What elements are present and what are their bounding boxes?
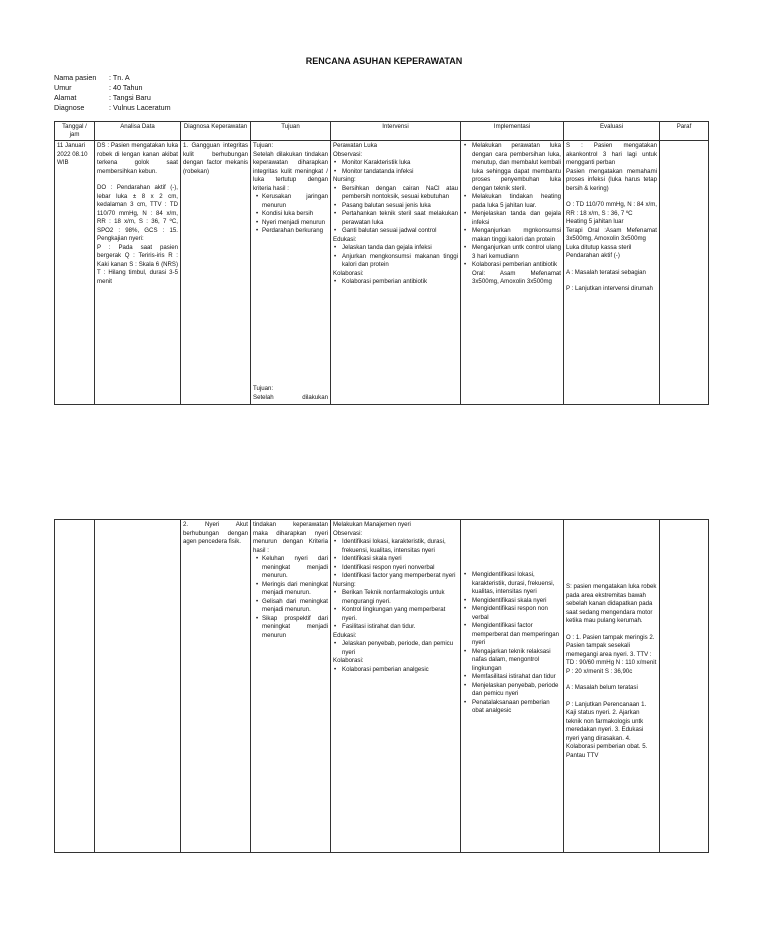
list-item: • Menganjurkan mgnkonsumsi makan tinggi kalori dan protein (472, 227, 561, 244)
list-item: • Menganjurkan untk control ulang 3 hari kemudiann (472, 244, 561, 261)
list-item: • Pertahankan teknik steril saat melakukan perawatan luka (342, 210, 458, 227)
int-kol-label: Kolaborasi: (333, 657, 364, 664)
eval-o: O : 1. Pasien tampak meringis 2. Pasien tampak sesekali memegangi area nyeri. 3. TTV : TD : 90/60 mmHg N : 110 x/menit P : 20 x/menit S : 36,90c (566, 633, 657, 675)
int-nursing-label: Nursing: (333, 176, 356, 183)
cell-paraf (660, 141, 709, 405)
eval-s: S: pasien mengatakan luka robek pada area ekstremitas bawah sebelah kanan didapatkan pada saat sedang mengendara motor ketika mau pulang kerumah. (566, 583, 657, 624)
tujuan2-text: Setelah dilakukan (253, 393, 328, 401)
eval-p: P : Lanjutkan intervensi dirumah (566, 285, 653, 292)
int-nursing-label: Nursing: (333, 580, 356, 588)
eval-o2: Heating 5 jahitan luar (566, 218, 624, 225)
cell-diagnosa (181, 520, 251, 853)
tujuan-text: tindakan keperawatan maka diharapkan nyeri menurun dengan Kriteria hasil : (253, 521, 328, 554)
eval-p: P : Lanjutkan Perencanaan 1. Kaji status nyeri. 2. Ajarkan teknik non farmakologis untk meredakan nyeri. 3. Edukasi nyeri yang dirasakan. 4. Kolaborasi pemberian obat. 5. Pantau TTV (566, 700, 648, 759)
cell-tanggal (55, 520, 95, 853)
list-item: • Mengidentifikasi factor memperberat dan memperingan nyeri (472, 622, 561, 648)
cell-analisa (95, 141, 181, 405)
list-item: • Identifikasi respon nyeri nonverbal (342, 564, 458, 573)
value: : Tn. A (109, 73, 130, 82)
cell-intervensi (331, 520, 461, 853)
list-item: • Kolaborasi pemberian analgesic (342, 666, 458, 675)
int-edu-label: Edukasi: (333, 631, 357, 639)
care-plan-table-1 (54, 121, 709, 405)
list-item: • Kolaborasi pemberian antibiotik (472, 261, 561, 270)
eval-s2: Pasien mengatakan memahami proses infeksi (luka harus tetap bersih & kering) (566, 167, 657, 192)
patient-age-row (54, 83, 171, 93)
int-obs-label: Observasi: (333, 529, 363, 537)
impl-oral: Oral: Asam Mefenamat 3x500mg, Amoxolin 3x500mg (472, 269, 561, 285)
list-item: • Kolaborasi pemberian antibiotik (342, 278, 458, 287)
eval-o5: Pendarahan aktif (-) (566, 252, 620, 259)
list-item: • Monitor Karakteristik luka (342, 159, 458, 168)
impl-list (463, 571, 561, 716)
eval-s: S : Pasien mengatakan akankontrol 3 hari lagi untuk mengganti perban (566, 142, 657, 166)
diagnosa-text: 2. Nyeri Akut berhubungan dengan agen pencedera fisik. (183, 521, 248, 545)
header-tujuan: Tujuan (251, 122, 331, 141)
list-item: • Monitor tandatanda infeksi (342, 168, 458, 177)
list-item: • Identifikasi lokasi, karakteristik, durasi, frekuensi, kualitas, intensitas nyeri (342, 538, 458, 555)
list-item: • Anjurkan mengkonsumsi makanan tinggi kalori dan protein (342, 253, 458, 270)
list-item: • Melakukan perawatan luka dengan cara pembersihan luka, menutup, dan membalut kembali luka sehingga dapat membantu proses penyembuhan luka dengan teknik steril. (472, 142, 561, 193)
analisa-p: P : Pada saat pasien bergerak Q : Teriris-iris R : Kaki kanan S : Skala 6 (NRS) T : Hilang timbul, durasi 3-5 menit (97, 243, 178, 285)
list-item: • Kerusakan jaringan menurun (262, 193, 328, 210)
int-kol-list (333, 278, 458, 287)
list-item: • Jelaskan tanda dan gejala infeksi (342, 244, 458, 253)
label: Nama pasien (54, 73, 97, 82)
tanggal-text: 11 Januari 2022 08.10 WIB (57, 142, 88, 166)
list-item: • Menjelaskan tanda dan gejala infeksi (472, 210, 561, 227)
cell-implementasi (461, 520, 564, 853)
header-row (55, 122, 709, 141)
eval-o3: Terapi Oral :Asam Mefenamat 3x500mg, Amoxolin 3x500mg (566, 226, 657, 242)
list-item: • Keluhan nyeri dari meningkat menjadi menurun. (262, 555, 328, 581)
list-item: • Identifikasi factor yang memperberat nyeri (342, 572, 458, 581)
int-title: Perawatan Luka (333, 142, 378, 149)
tujuan2-head: Tujuan: (253, 385, 274, 392)
cell-tujuan (251, 520, 331, 853)
int-edu-label: Edukasi: (333, 235, 357, 243)
cell-paraf (660, 520, 709, 853)
list-item: • Bersihkan dengan cairan NaCl atau pembersih nontoksik, sesuai kebutuhan (342, 185, 458, 202)
list-item: • Ganti balutan sesuai jadwal control (342, 227, 458, 236)
list-item: • Berikan Teknik nonfarmakologis untuk mengurangi nyeri. (342, 589, 458, 606)
int-title: Melakukan Manajemen nyeri (333, 521, 411, 528)
eval-a: A : Masalah teratasi sebagian (566, 268, 646, 276)
cell-diagnosa (181, 141, 251, 405)
list-item: • Sikap prospektif dari meningkat menjadi menurun (262, 615, 328, 641)
table-row (55, 520, 709, 853)
table-row (55, 141, 709, 405)
header-diagnosa: Diagnosa Keperawatan (181, 122, 251, 141)
cell-evaluasi (564, 141, 660, 405)
patient-address-row (54, 93, 171, 103)
care-plan-table-2 (54, 519, 709, 853)
int-obs-label: Observasi: (333, 150, 363, 158)
list-item: • Kondisi luka bersih (262, 210, 328, 219)
tujuan-head: Tujuan: (253, 142, 274, 149)
list-item: • Memfasilitasi istirahat dan tidur (472, 673, 561, 682)
list-item: • Nyeri menjadi menurun (262, 219, 328, 228)
eval-o: O : TD 110/70 mmHg, N : 84 x/m, RR : 18 x/m, S : 36, 7 ºC (566, 201, 657, 217)
label: Alamat (54, 93, 77, 102)
eval-o4: Luka ditutup kassa steril (566, 243, 632, 251)
value: : Tangsi Baru (109, 93, 151, 102)
document-title: RENCANA ASUHAN KEPERAWATAN (305, 56, 463, 66)
int-obs-list (333, 159, 458, 176)
cell-evaluasi (564, 520, 660, 853)
list-item: • Mengidentifikasi skala nyeri (472, 597, 561, 606)
list-item: • Kontrol lingkungan yang memperberat nyeri. (342, 606, 458, 623)
header-paraf: Paraf (660, 122, 709, 141)
cell-intervensi (331, 141, 461, 405)
patient-name-row (54, 73, 171, 83)
list-item: • Mengidentifikasi lokasi, karakteristik, durasi, frekuensi, kualitas, intensitas nyeri (472, 571, 561, 597)
int-edu-list (333, 640, 458, 657)
int-nursing-list (333, 185, 458, 236)
int-kol-label: Kolaborasi: (333, 269, 364, 277)
int-obs-list (333, 538, 458, 581)
cell-analisa (95, 520, 181, 853)
analisa-ds: DS : Pasien mengatakan luka robek di lengan kanan akibat terkena golok saat membersihkan kebun. (97, 142, 178, 175)
list-item: • Identifikasi skala nyeri (342, 555, 458, 564)
cell-tanggal (55, 141, 95, 405)
cell-tujuan (251, 141, 331, 405)
int-edu-list (333, 244, 458, 270)
list-item: • Pasang balutan sesuai jenis luka (342, 202, 458, 211)
list-item: • Penatalaksanaan pemberian obat analgesic (472, 699, 561, 716)
header-evaluasi: Evaluasi (564, 122, 660, 141)
patient-diagnose-row (54, 103, 171, 113)
int-nursing-list (333, 589, 458, 632)
eval-a: A : Masalah belum teratasi (566, 684, 638, 691)
list-item: • Melakukan tindakan heating pada luka 5 jahitan luar. (472, 193, 561, 210)
value: : 40 Tahun (109, 83, 143, 92)
tujuan-text: Setelah dilakukan tindakan keperawatan diharapkan integritas kulit meningkat / luka tertutup dengan kriteria hasil : (253, 150, 328, 192)
header-tanggal: Tanggal / jam (55, 122, 95, 141)
analisa-do: DO : Pendarahan aktif (-), lebar luka ± 8 x 2 cm, kedalaman 3 cm, TTV : TD 110/70 mmHg, N : 84 x/m, RR : 18 x/m, S : 36, 7 ºC, SPO2 : 98%, GCS : 15. Pengkajian nyeri: (97, 184, 178, 242)
tujuan-list (253, 555, 328, 640)
list-item: • Mengidentifikasi respon non verbal (472, 605, 561, 622)
diagnosa-text: 1. Gangguan integritas kulit berhubungan dengan factor mekanis (robekan) (183, 142, 248, 175)
label: Diagnose (54, 103, 85, 112)
int-kol-list (333, 666, 458, 675)
list-item: • Meringis dari meningkat menjadi menurun. (262, 581, 328, 598)
list-item: • Jelaskan penyebab, periode, dan pemicu nyeri (342, 640, 458, 657)
value: : Vulnus Laceratum (109, 103, 171, 112)
header-implementasi: Implementasi (461, 122, 564, 141)
cell-implementasi (461, 141, 564, 405)
list-item: • Fasilitasi istirahat dan tidur. (342, 623, 458, 632)
impl-list (463, 142, 561, 270)
tujuan2-block (253, 385, 328, 402)
label: Umur (54, 83, 72, 92)
patient-info (54, 73, 171, 113)
list-item: • Menjelaskan penyebab, periode dan pemicu nyeri (472, 682, 561, 699)
header-intervensi: Intervensi (331, 122, 461, 141)
list-item: • Gelisah dari meningkat menjadi menurun. (262, 598, 328, 615)
list-item: • Perdarahan berkurang (262, 227, 328, 236)
list-item: • Mengajarkan teknik relaksasi nafas dalam, mengontrol lingkungan (472, 648, 561, 674)
tujuan-list (253, 193, 328, 236)
header-analisa: Analisa Data (95, 122, 181, 141)
